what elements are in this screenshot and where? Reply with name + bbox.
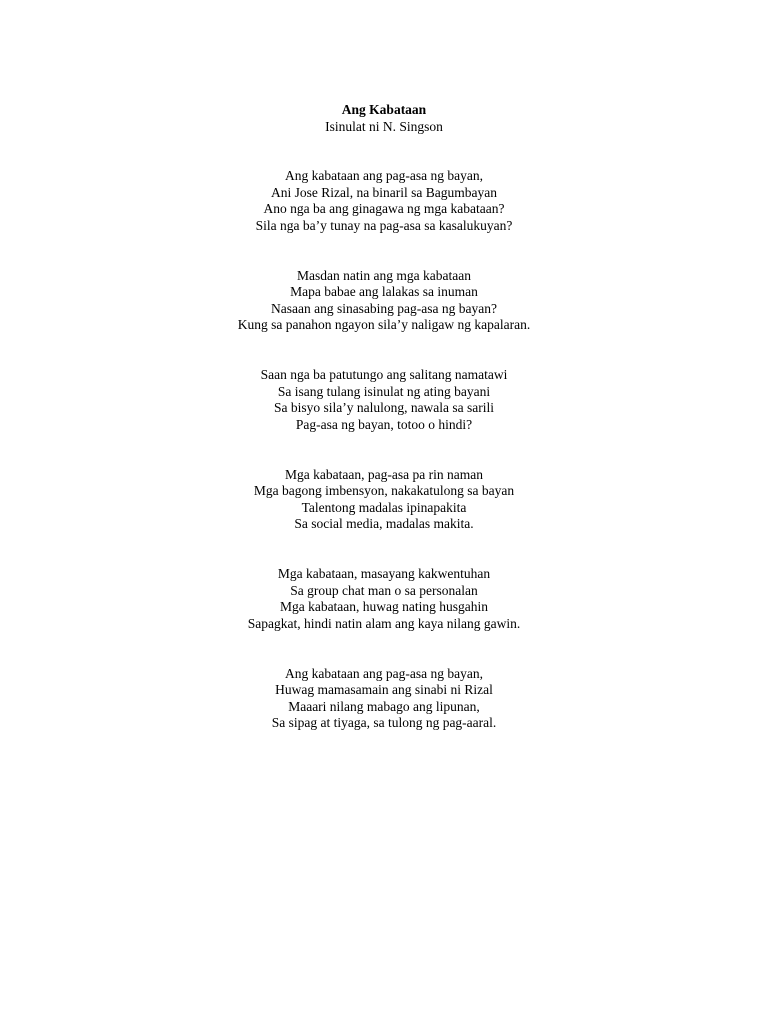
poem-line: Sa social media, madalas makita. xyxy=(294,516,474,531)
stanza-3 xyxy=(0,367,768,433)
poem-line: Sa bisyo sila’y nalulong, nawala sa sarili xyxy=(273,400,495,415)
poem-author: Isinulat ni N. Singson xyxy=(325,118,443,134)
poem-line: Ani Jose Rizal, na binaril sa Bagumbayan xyxy=(270,184,498,200)
poem-line: Nasaan ang sinasabing pag-asa ng bayan? xyxy=(270,300,498,316)
stanza-6 xyxy=(0,666,768,732)
poem-body xyxy=(0,168,768,765)
poem-line: Ano nga ba ang ginagawa ng mga kabataan? xyxy=(263,201,505,216)
poem-line: Ang kabataan ang pag-asa ng bayan, xyxy=(285,665,483,681)
poem-line: Ang kabataan ang pag-asa ng bayan, xyxy=(285,168,483,183)
poem-line: Mapa babae ang lalakas sa inuman xyxy=(290,284,478,299)
poem-line: Huwag mamasamain ang sinabi ni Rizal xyxy=(275,682,493,697)
poem-line: Masdan natin ang mga kabataan xyxy=(297,267,471,283)
poem-line: Pag-asa ng bayan, totoo o hindi? xyxy=(295,416,473,432)
poem-header xyxy=(0,102,768,135)
poem-line: Mga bagong imbensyon, nakakatulong sa bayan xyxy=(253,483,515,498)
poem-line: Saan nga ba patutungo ang salitang namatawi xyxy=(260,367,508,382)
poem-line: Sila nga ba’y tunay na pag-asa sa kasalukuyan? xyxy=(255,217,513,233)
poem-title: Ang Kabataan xyxy=(341,102,427,117)
poem-line: Talentong madalas ipinapakita xyxy=(301,499,467,515)
poem-line: Kung sa panahon ngayon sila’y naligaw ng kapalaran. xyxy=(237,317,531,332)
stanza-1 xyxy=(0,168,768,234)
poem-line: Mga kabataan, huwag nating husgahin xyxy=(279,599,489,614)
stanza-4 xyxy=(0,467,768,533)
poem-line: Maaari nilang mabago ang lipunan, xyxy=(288,698,480,714)
poem-line: Mga kabataan, pag-asa pa rin naman xyxy=(285,466,483,482)
poem-line: Sa isang tulang isinulat ng ating bayani xyxy=(277,383,491,399)
poem-line: Mga kabataan, masayang kakwentuhan xyxy=(277,566,491,581)
poem-line: Sa group chat man o sa personalan xyxy=(290,582,478,598)
poem-line: Sapagkat, hindi natin alam ang kaya nilang gawin. xyxy=(247,615,521,631)
stanza-5 xyxy=(0,566,768,632)
stanza-2 xyxy=(0,268,768,334)
poem-line: Sa sipag at tiyaga, sa tulong ng pag-aaral. xyxy=(271,715,497,730)
